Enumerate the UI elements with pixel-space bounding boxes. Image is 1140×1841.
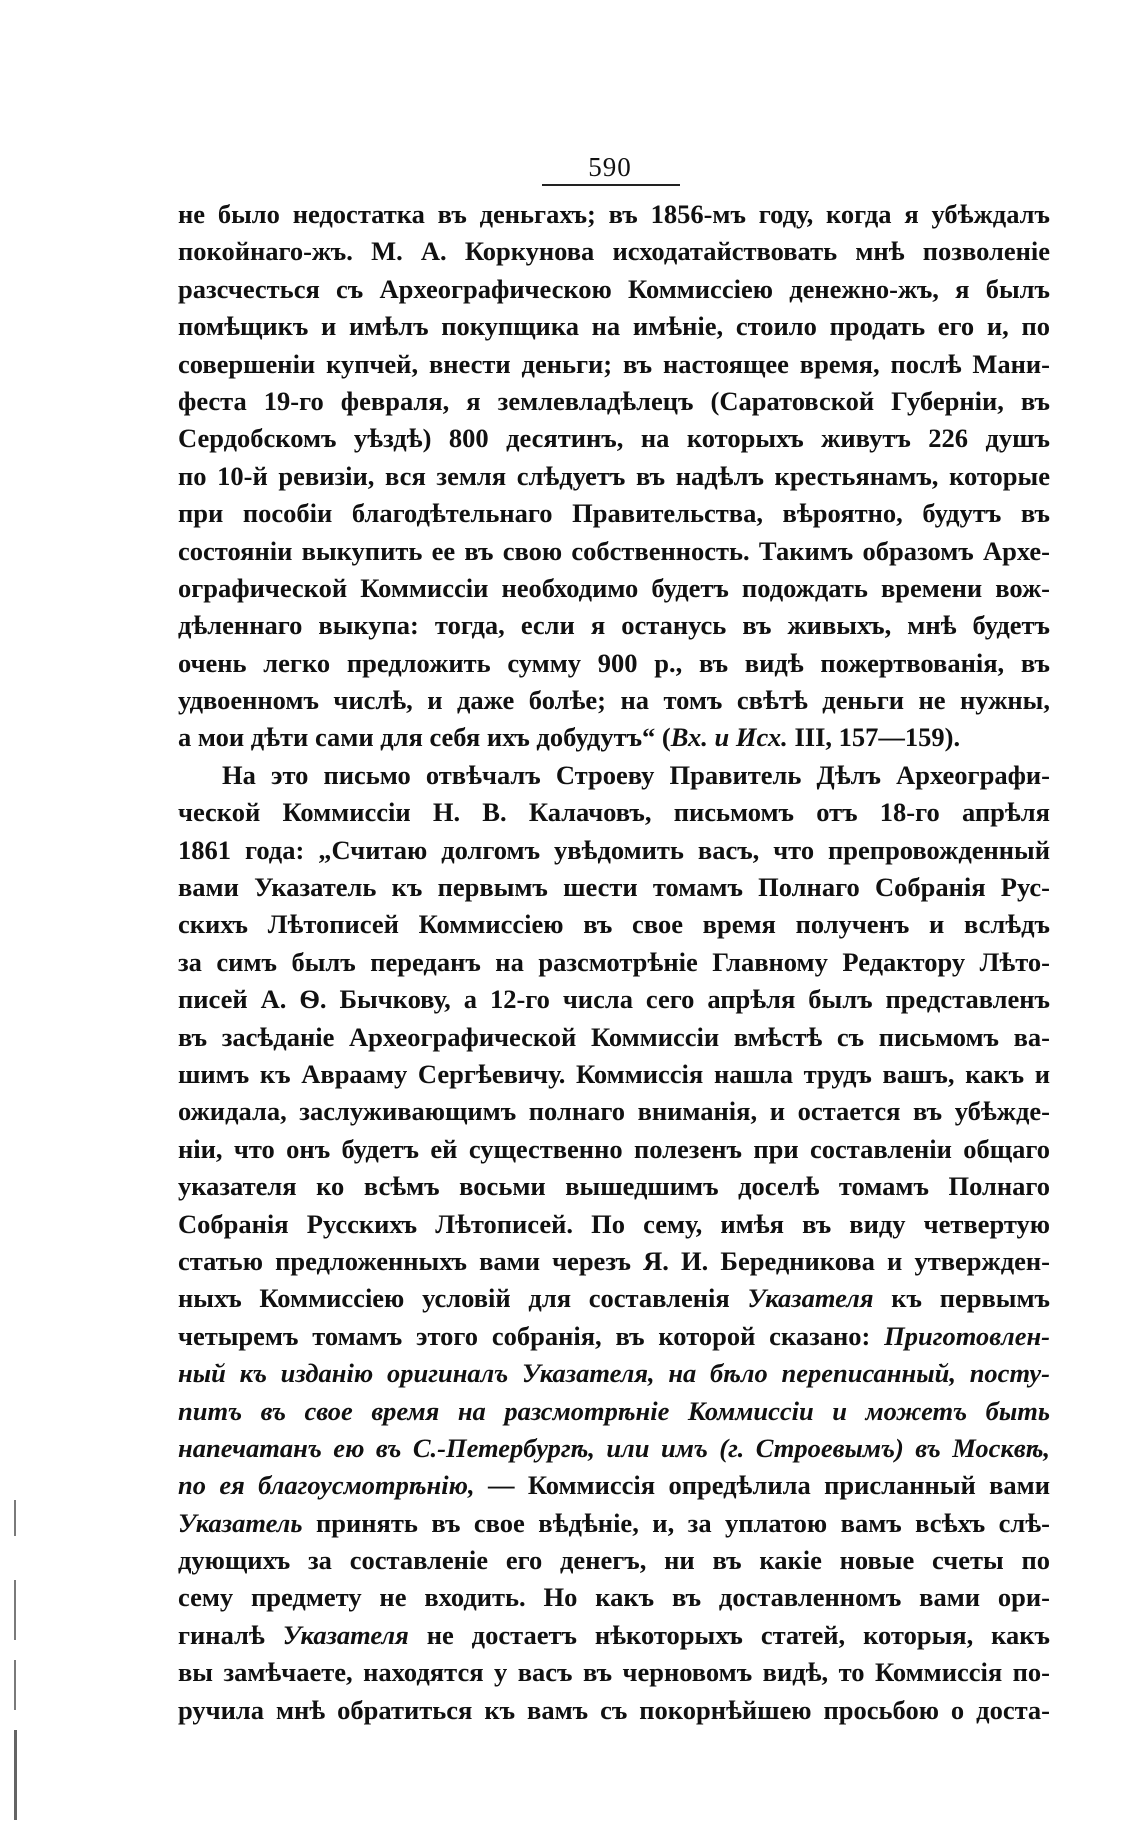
text-line: покойнаго-жъ. М. А. Коркунова исходатайствовать мнѣ позволеніе <box>178 236 1050 267</box>
text-line: очень легко предложить сумму 900 р., въ видѣ пожертвованія, въ <box>178 647 1050 678</box>
text-line: въ засѣданіе Археографической Коммиссіи вмѣстѣ съ письмомъ ва- <box>178 1021 1050 1052</box>
text-line: разсчесться съ Археографическою Коммиссіею денежно-жъ, я былъ <box>178 273 1050 304</box>
body-text <box>178 196 1050 1729</box>
text-line: по ея благоусмотрѣнію, — Коммиссія опредѣлила присланный вами <box>178 1470 1050 1501</box>
text-line: вы замѣчаете, находятся у васъ въ черновомъ видѣ, то Коммиссія по- <box>178 1657 1050 1688</box>
text-line: указателя ко всѣмъ восьми вышедшимъ доселѣ томамъ Полнаго <box>178 1171 1050 1202</box>
text-line: ческой Коммиссіи Н. В. Калачовъ, письмомъ отъ 18-го апрѣля <box>178 797 1050 828</box>
text-line: На это письмо отвѣчалъ Строеву Правитель Дѣлъ Археографи- <box>222 759 1050 790</box>
text-line: за симъ былъ переданъ на разсмотрѣніе Главному Редактору Лѣто- <box>178 946 1050 977</box>
text-line: ный къ изданію оригиналъ Указателя, на бѣло переписанный, посту- <box>178 1358 1050 1389</box>
text-line: Сердобскомъ уѣздѣ) 800 десятинъ, на которыхъ живутъ 226 душъ <box>178 423 1050 454</box>
text-line: ныхъ Коммиссіею условій для составленія Указателя къ первымъ <box>178 1283 1050 1314</box>
text-line: состояніи выкупить ее въ свою собственность. Такимъ образомъ Архе- <box>178 535 1050 566</box>
page-number: 590 <box>588 152 632 182</box>
text-line: не было недостатка въ деньгахъ; въ 1856-мъ году, когда я убѣждалъ <box>178 199 1050 229</box>
text-line: сему предмету не входить. Но какъ въ доставленномъ вами ори- <box>178 1582 1050 1613</box>
text-line: напечатанъ ею въ С.-Петербургѣ, или имъ (г. Строевымъ) въ Москвѣ, <box>178 1432 1050 1463</box>
text-line: ографической Коммиссіи необходимо будетъ подождать времени вож- <box>178 572 1050 603</box>
text-line: питъ въ свое время на разсмотрѣніе Коммиссіи и можетъ быть <box>178 1395 1050 1426</box>
text-line: ожидала, заслуживающимъ полнаго вниманія, и остается въ убѣжде- <box>178 1096 1050 1127</box>
scan-mark <box>14 1730 17 1820</box>
text-line: дѣленнаго выкупа: тогда, если я останусь въ живыхъ, мнѣ будетъ <box>178 610 1050 641</box>
text-line: а мои дѣти сами для себя ихъ добудутъ“ (Вх. и Исх. III, 157—159). <box>178 722 961 753</box>
scan-mark <box>14 1500 16 1536</box>
text-line: четыремъ томамъ этого собранія, въ которой сказано: Приготовлен- <box>178 1320 1050 1351</box>
text-line: статью предложенныхъ вами черезъ Я. И. Бередникова и утвержден- <box>178 1245 1050 1276</box>
scan-mark <box>14 1660 16 1710</box>
text-line: ручила мнѣ обратиться къ вамъ съ покорнѣйшею просьбою о доста- <box>178 1694 1050 1725</box>
text-line: феста 19-го февраля, я землевладѣлецъ (Саратовской Губерніи, въ <box>178 385 1050 416</box>
text-line: ніи, что онъ будетъ ей существенно полезенъ при составленіи общаго <box>178 1133 1050 1164</box>
page-number-rule <box>542 184 680 186</box>
text-line: писей А. Ѳ. Бычкову, а 12-го числа сего апрѣля былъ представленъ <box>178 984 1050 1015</box>
text-line: совершеніи купчей, внести деньги; въ настоящее время, послѣ Мани- <box>178 348 1050 379</box>
text-line: дующихъ за составленіе его денегъ, ни въ какіе новые счеты по <box>178 1545 1050 1576</box>
text-line: помѣщикъ и имѣлъ покупщика на имѣніе, стоило продать его и, по <box>178 311 1050 342</box>
text-line: скихъ Лѣтописей Коммиссіею въ свое время полученъ и вслѣдъ <box>178 909 1050 940</box>
text-line: Собранія Русскихъ Лѣтописей. По сему, имѣя въ виду четвертую <box>178 1208 1050 1239</box>
text-line: вами Указатель къ первымъ шести томамъ Полнаго Собранія Рус- <box>178 872 1050 903</box>
text-line: гиналѣ Указателя не достаетъ нѣкоторыхъ статей, которыя, какъ <box>178 1619 1050 1650</box>
text-line: при пособіи благодѣтельнаго Правительства, вѣроятно, будутъ въ <box>178 498 1050 529</box>
text-line: шимъ къ Аврааму Сергѣевичу. Коммиссія нашла трудъ вашъ, какъ и <box>178 1058 1050 1089</box>
text-line: 1861 года: „Считаю долгомъ увѣдомить васъ, что препровожденный <box>178 834 1050 865</box>
scan-mark <box>14 1580 16 1640</box>
text-line: по 10-й ревизіи, вся земля слѣдуетъ въ надѣлъ крестьянамъ, которые <box>178 460 1050 491</box>
text-line: Указатель принять въ свое вѣдѣніе, и, за уплатою вамъ всѣхъ слѣ- <box>178 1507 1050 1538</box>
text-line: удвоенномъ числѣ, и даже болѣе; на томъ свѣтѣ деньги не нужны, <box>178 685 1050 716</box>
